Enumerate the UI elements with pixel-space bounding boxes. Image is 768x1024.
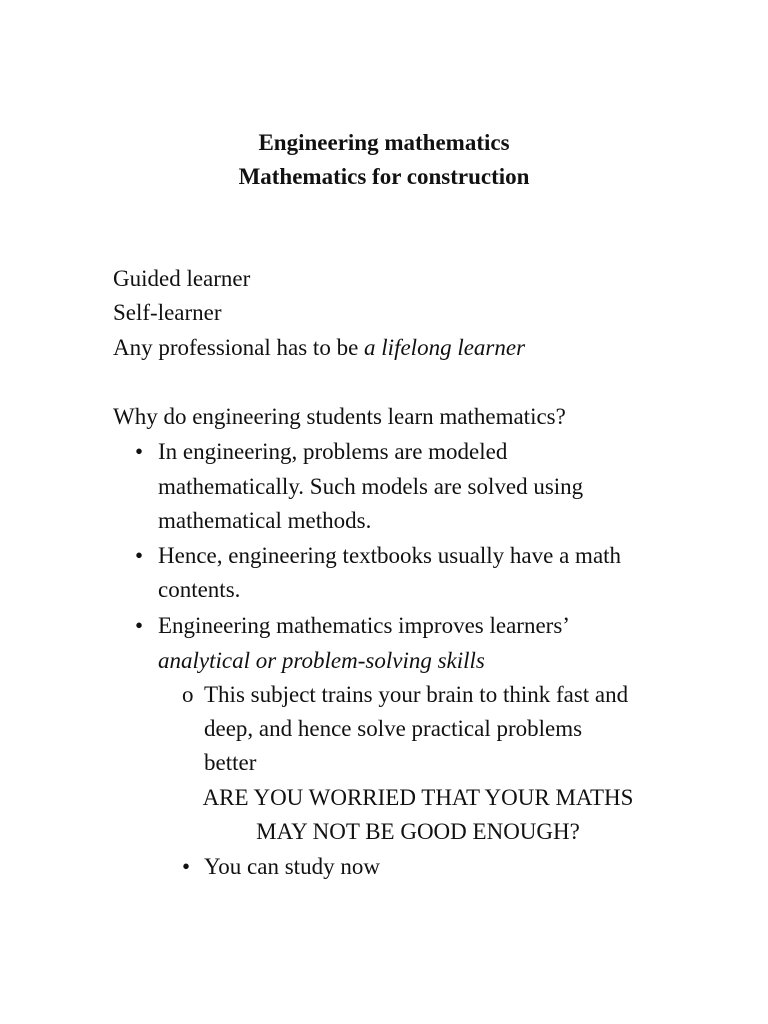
bullet-line: Hence, engineering textbooks usually have a math (158, 543, 622, 568)
intro-line-lifelong (113, 331, 525, 365)
callout-line-1: ARE YOU WORRIED THAT YOUR MATHS (202, 785, 634, 810)
sub-bullet-line: deep, and hence solve practical problems (204, 716, 583, 741)
bullet-symbol: • (182, 854, 191, 879)
final-bullet-text: You can study now (204, 854, 380, 879)
bullet-line: mathematical methods. (158, 508, 372, 533)
bullet-symbol: • (135, 613, 144, 638)
bullet-symbol: • (135, 543, 144, 568)
title-line-2: Mathematics for construction (238, 164, 530, 189)
sub-bullet-symbol: o (182, 682, 194, 707)
sub-bullet-line: better (204, 750, 257, 775)
intro-line-self: Self-learner (113, 300, 222, 325)
bullet-line: In engineering, problems are modeled (158, 439, 508, 464)
intro-line-prefix: Any professional has to be (113, 335, 365, 360)
intro-line-guided: Guided learner (113, 266, 251, 291)
bullet-line: mathematically. Such models are solved using (158, 474, 584, 499)
callout-line-2: MAY NOT BE GOOD ENOUGH? (256, 819, 580, 844)
bullet-line: Engineering mathematics improves learners’ (158, 613, 570, 638)
title-line-1: Engineering mathematics (258, 130, 510, 155)
bullet-symbol: • (135, 439, 144, 464)
sub-bullet-line: This subject trains your brain to think fast and (204, 682, 629, 707)
bullet-line: contents. (158, 577, 241, 602)
intro-line-emphasis: a lifelong learner (364, 335, 526, 360)
question-heading: Why do engineering students learn mathematics? (113, 404, 566, 429)
bullet-line-emphasis: analytical or problem-solving skills (158, 648, 485, 673)
